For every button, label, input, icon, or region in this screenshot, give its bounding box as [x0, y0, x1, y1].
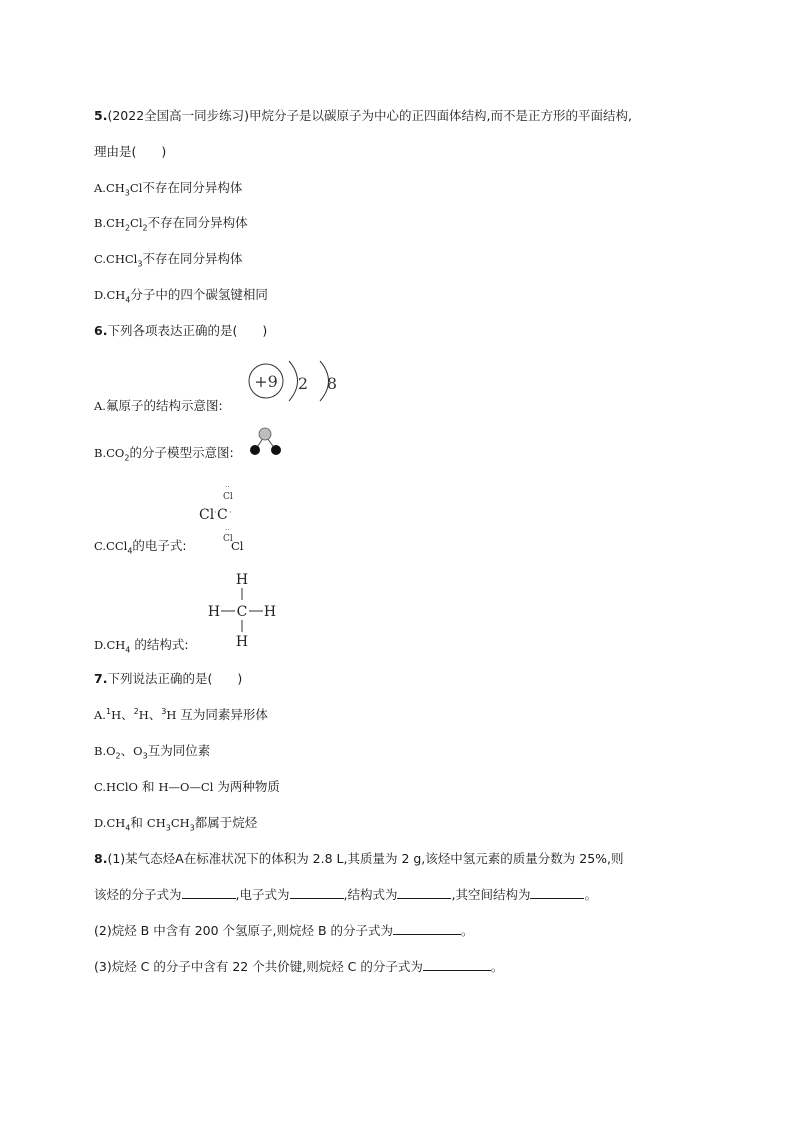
h-top: H [235, 572, 249, 588]
q5-stem-line1: 5.(2022全国高一同步练习)甲烷分子是以碳原子为中心的正四面体结构,而不是正方形的平面结构, [94, 108, 632, 123]
answer-blank-electron-formula[interactable] [290, 886, 344, 899]
answer-blank-structural-formula[interactable] [397, 886, 451, 899]
nucleus-charge: +9 [254, 372, 278, 391]
side-atom-left [250, 445, 260, 455]
q6-option-c: C.CCl$_4$的电子式: [94, 538, 187, 556]
answer-blank-spatial-structure[interactable] [530, 886, 584, 899]
question-number: 5. [94, 108, 108, 123]
q8-part1-line1: 8.(1)某气态烃A在标准状况下的体积为 2.8 L,其质量为 2 g,该烃中氢元素的质量分数为 25%,则 [94, 851, 624, 866]
answer-blank-formula[interactable] [182, 886, 236, 899]
q5-option-b: $B.CH_2Cl_2$不存在同分异构体 [94, 215, 248, 233]
cl-bottom: Cl [223, 534, 233, 544]
svg-text:·: · [229, 508, 232, 517]
answer-blank-alkane-c[interactable] [423, 958, 491, 971]
svg-text:·: · [214, 508, 217, 517]
svg-text:··: ·· [225, 526, 230, 534]
q7-stem: 7.下列说法正确的是( ) [94, 671, 243, 686]
q7-option-d: $D.CH_4$和 $CH_3CH_3$都属于烷烃 [94, 815, 258, 833]
h-bottom: H [235, 634, 249, 650]
q5-option-c: C.CHCl$_3$不存在同分异构体 [94, 251, 243, 269]
q5-stem-line2: 理由是( ) [94, 144, 167, 159]
cl-right: Cl [231, 539, 244, 553]
ch4-structural-formula [204, 570, 284, 650]
q6-option-d: $D.CH_4$ 的结构式: [94, 637, 189, 655]
h-right: H [263, 604, 277, 620]
question-number: 8. [94, 851, 108, 866]
carbon-center: C [217, 507, 228, 523]
center-atom [259, 428, 271, 440]
q7-option-c: C.HClO 和 H—O—Cl 为两种物质 [94, 779, 280, 794]
q6-option-b: $B.CO_2$的分子模型示意图: [94, 445, 234, 463]
q5-option-d: $D.CH_4$分子中的四个碳氢键相同 [94, 287, 268, 305]
q6-option-a: A.氟原子的结构示意图: [94, 398, 223, 413]
question-number: 7. [94, 671, 108, 686]
co2-model-diagram [249, 427, 283, 457]
side-atom-right [271, 445, 281, 455]
q8-part3: (3)烷烃 C 的分子中含有 22 个共价键,则烷烃 C 的分子式为 。 [94, 959, 504, 974]
cl-top: Cl [223, 492, 233, 502]
shell-2-electrons: 8 [326, 374, 338, 393]
q7-option-a: A.$^1$H、$^2$H、$^3$H 互为同素异形体 [94, 706, 268, 722]
cl-left: Cl [199, 507, 215, 523]
fluorine-atom-diagram [248, 356, 348, 408]
q8-part2: (2)烷烃 B 中含有 200 个氢原子,则烷烃 B 的分子式为 。 [94, 923, 474, 938]
answer-blank-alkane-b[interactable] [393, 922, 461, 935]
ccl4-electron-formula [198, 483, 258, 556]
q8-part1-line2: 该烃的分子式为 ,电子式为 ,结构式为 ,其空间结构为 。 [94, 887, 597, 902]
q5-option-a: $A.CH_3Cl$不存在同分异构体 [94, 180, 243, 198]
svg-text:··: ·· [225, 483, 230, 491]
question-number: 6. [94, 323, 108, 338]
shell-1-electrons: 2 [297, 374, 309, 393]
carbon: C [236, 604, 248, 620]
h-left: H [207, 604, 221, 620]
q7-option-b: $B.O_2$、$O_3$互为同位素 [94, 743, 211, 761]
q6-stem: 6.下列各项表达正确的是( ) [94, 323, 268, 338]
